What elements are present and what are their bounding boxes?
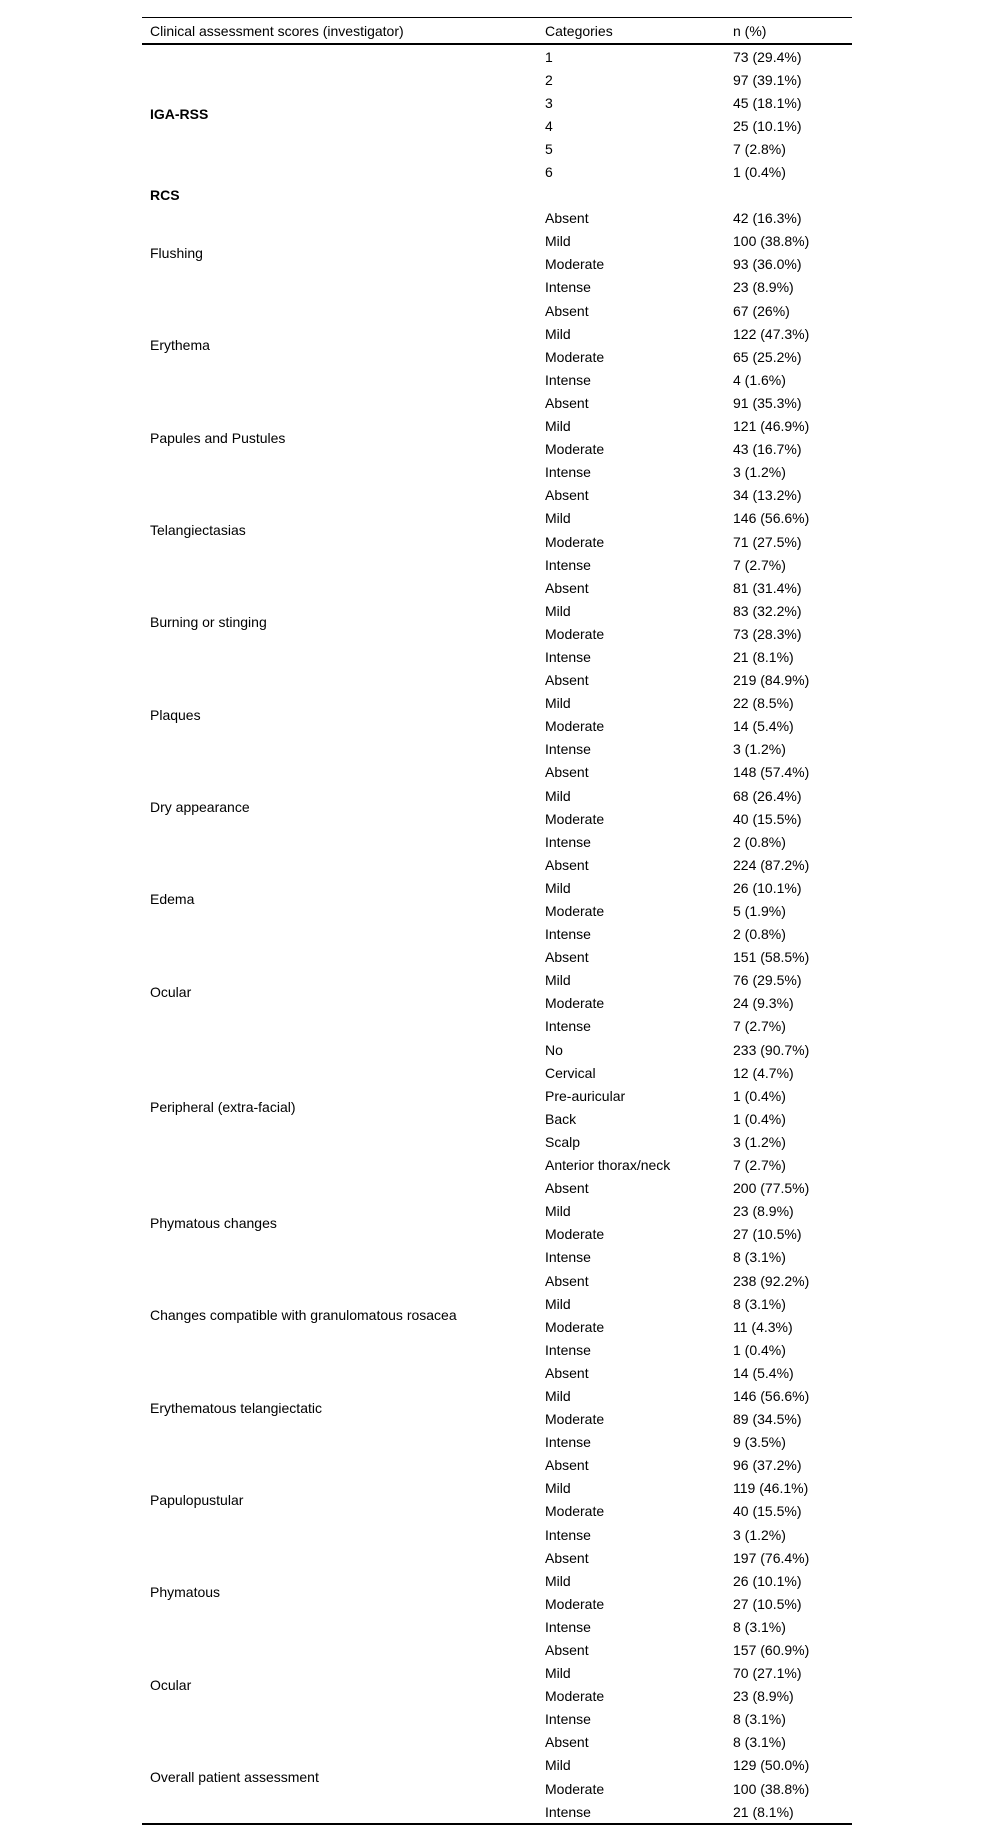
value-cell: 21 (8.1%) (733, 1803, 794, 1820)
table-row (142, 1038, 852, 1061)
value-cell: 119 (46.1%) (733, 1480, 809, 1497)
category-cell: Mild (545, 602, 571, 619)
table-row (142, 1177, 852, 1200)
value-cell: 26 (10.1%) (733, 1572, 802, 1589)
value-cell: 40 (15.5%) (733, 810, 802, 827)
value-cell: 224 (87.2%) (733, 856, 810, 873)
value-cell: 11 (4.3%) (733, 1318, 793, 1335)
value-cell: 23 (8.9%) (733, 1688, 794, 1705)
value-cell: 5 (1.9%) (733, 903, 786, 920)
category-cell: Scalp (545, 1133, 581, 1150)
category-cell: Intense (545, 279, 591, 296)
value-cell: 14 (5.4%) (733, 1364, 794, 1381)
category-cell: Absent (545, 1364, 589, 1381)
page (142, 17, 852, 1825)
value-cell: 7 (2.8%) (733, 140, 786, 157)
category-cell: Mild (545, 1665, 571, 1682)
category-cell: Mild (545, 233, 571, 250)
value-cell: 197 (76.4%) (733, 1549, 810, 1566)
category-cell: Mild (545, 325, 571, 342)
category-cell: 6 (545, 164, 553, 181)
value-cell: 2 (0.8%) (733, 926, 786, 943)
category-cell: Moderate (545, 1688, 605, 1705)
table-row (142, 207, 852, 230)
category-cell: 1 (545, 48, 553, 65)
category-cell: Mild (545, 1757, 571, 1774)
value-cell: 23 (8.9%) (733, 279, 794, 296)
value-cell: 14 (5.4%) (733, 718, 794, 735)
value-cell: 148 (57.4%) (733, 764, 810, 781)
category-cell: Moderate (545, 625, 605, 642)
category-cell: Moderate (545, 810, 605, 827)
feature-label: Phymatous (150, 1584, 221, 1601)
value-cell (733, 184, 852, 207)
value-cell: 3 (1.2%) (733, 464, 786, 481)
category-cell: Absent (545, 1457, 589, 1474)
value-cell: 27 (10.5%) (733, 1595, 802, 1612)
category-cell: Absent (545, 672, 589, 689)
value-cell: 43 (16.7%) (733, 441, 802, 458)
table-row (142, 1731, 852, 1754)
value-cell: 89 (34.5%) (733, 1411, 802, 1428)
category-cell: Moderate (545, 995, 605, 1012)
feature-label: IGA-RSS (150, 106, 209, 123)
value-cell: 76 (29.5%) (733, 972, 802, 989)
value-cell: 1 (0.4%) (733, 164, 786, 181)
clinical-assessment-table (142, 17, 852, 1825)
value-cell: 73 (28.3%) (733, 625, 802, 642)
table-row (142, 184, 852, 207)
table-row (142, 761, 852, 784)
category-cell: Absent (545, 1642, 589, 1659)
feature-label: Edema (150, 891, 195, 908)
value-cell: 71 (27.5%) (733, 533, 802, 550)
value-cell: 7 (2.7%) (733, 1157, 786, 1174)
category-cell: Moderate (545, 903, 605, 920)
category-cell: Intense (545, 1526, 591, 1543)
category-cell: Absent (545, 1549, 589, 1566)
value-cell: 129 (50.0%) (733, 1757, 810, 1774)
value-cell: 7 (2.7%) (733, 1018, 786, 1035)
category-cell: Absent (545, 1734, 589, 1751)
value-cell: 45 (18.1%) (733, 94, 802, 111)
value-cell: 8 (3.1%) (733, 1295, 786, 1312)
category-cell: 5 (545, 140, 553, 157)
table-header (142, 18, 852, 45)
category-cell: Absent (545, 949, 589, 966)
feature-label: Erythema (150, 337, 210, 354)
value-cell: 146 (56.6%) (733, 510, 810, 527)
value-cell: 9 (3.5%) (733, 1434, 786, 1451)
category-cell: Mild (545, 1480, 571, 1497)
value-cell: 146 (56.6%) (733, 1387, 810, 1404)
value-cell: 93 (36.0%) (733, 256, 802, 273)
category-cell: Absent (545, 856, 589, 873)
value-cell: 27 (10.5%) (733, 1226, 802, 1243)
category-cell: 2 (545, 71, 553, 88)
feature-label: Erythematous telangiectatic (150, 1399, 322, 1416)
feature-label: Changes compatible with granulomatous rosacea (150, 1307, 457, 1324)
category-cell: Back (545, 1110, 577, 1127)
feature-label: Dry appearance (150, 799, 250, 816)
table-row (142, 669, 852, 692)
category-cell: Intense (545, 1018, 591, 1035)
category-cell: Intense (545, 1618, 591, 1635)
category-cell: Moderate (545, 1318, 605, 1335)
category-cell: 3 (545, 94, 553, 111)
feature-label: Phymatous changes (150, 1214, 277, 1231)
category-cell: Mild (545, 418, 571, 435)
category-cell: Intense (545, 1341, 591, 1358)
value-cell: 121 (46.9%) (733, 418, 810, 435)
table-row (142, 44, 852, 68)
category-cell: Moderate (545, 533, 605, 550)
value-cell: 23 (8.9%) (733, 1203, 794, 1220)
category-cell: Intense (545, 648, 591, 665)
category-cell: Intense (545, 926, 591, 943)
column-header-scores: Clinical assessment scores (investigator) (142, 18, 545, 45)
value-cell: 81 (31.4%) (733, 579, 802, 596)
value-cell: 65 (25.2%) (733, 348, 802, 365)
table-row (142, 1361, 852, 1384)
category-cell: Moderate (545, 348, 605, 365)
value-cell: 34 (13.2%) (733, 487, 802, 504)
value-cell: 8 (3.1%) (733, 1618, 786, 1635)
value-cell: 40 (15.5%) (733, 1503, 802, 1520)
category-cell: Absent (545, 579, 589, 596)
category-cell: Cervical (545, 1064, 596, 1081)
category-cell: Moderate (545, 1503, 605, 1520)
feature-label: Papules and Pustules (150, 429, 286, 446)
value-cell: 21 (8.1%) (733, 648, 794, 665)
value-cell: 219 (84.9%) (733, 672, 810, 689)
value-cell: 83 (32.2%) (733, 602, 802, 619)
value-cell: 70 (27.1%) (733, 1665, 802, 1682)
category-cell: Absent (545, 302, 589, 319)
table-row (142, 1546, 852, 1569)
category-cell: Pre-auricular (545, 1087, 626, 1104)
category-cell: Intense (545, 1711, 591, 1728)
table-header-row (142, 18, 852, 45)
table-row (142, 299, 852, 322)
category-cell: Intense (545, 464, 591, 481)
value-cell: 100 (38.8%) (733, 233, 810, 250)
category-cell: Mild (545, 1387, 571, 1404)
value-cell: 100 (38.8%) (733, 1780, 810, 1797)
value-cell: 1 (0.4%) (733, 1110, 786, 1127)
value-cell: 200 (77.5%) (733, 1180, 810, 1197)
feature-label: Telangiectasias (150, 521, 246, 538)
feature-label: Ocular (150, 983, 192, 1000)
value-cell: 3 (1.2%) (733, 1526, 786, 1543)
value-cell: 1 (0.4%) (733, 1341, 786, 1358)
category-cell: 4 (545, 117, 553, 134)
table-row (142, 1638, 852, 1661)
value-cell: 8 (3.1%) (733, 1249, 786, 1266)
table-row (142, 1454, 852, 1477)
feature-label: Peripheral (extra-facial) (150, 1099, 296, 1116)
category-cell: Moderate (545, 718, 605, 735)
feature-label: Burning or stinging (150, 614, 267, 631)
category-cell: Absent (545, 764, 589, 781)
category-cell: No (545, 1041, 563, 1058)
category-cell: Intense (545, 741, 591, 758)
category-cell: Moderate (545, 1595, 605, 1612)
feature-label: Flushing (150, 244, 203, 261)
category-cell: Mild (545, 695, 571, 712)
value-cell: 7 (2.7%) (733, 556, 786, 573)
value-cell: 8 (3.1%) (733, 1711, 786, 1728)
value-cell: 233 (90.7%) (733, 1041, 810, 1058)
value-cell: 12 (4.7%) (733, 1064, 794, 1081)
value-cell: 151 (58.5%) (733, 949, 810, 966)
value-cell: 67 (26%) (733, 302, 790, 319)
category-cell: Intense (545, 371, 591, 388)
category-cell: Moderate (545, 256, 605, 273)
category-cell: Mild (545, 1203, 571, 1220)
feature-label: Overall patient assessment (150, 1769, 319, 1786)
category-cell: Moderate (545, 441, 605, 458)
category-cell: Mild (545, 972, 571, 989)
value-cell: 42 (16.3%) (733, 210, 802, 227)
table-row (142, 1269, 852, 1292)
category-cell: Intense (545, 556, 591, 573)
value-cell: 68 (26.4%) (733, 787, 802, 804)
table-row (142, 576, 852, 599)
category-cell: Absent (545, 210, 589, 227)
category-cell: Absent (545, 394, 589, 411)
column-header-n-percent: n (%) (733, 18, 852, 45)
category-cell: Intense (545, 833, 591, 850)
column-header-categories: Categories (545, 18, 733, 45)
value-cell: 22 (8.5%) (733, 695, 794, 712)
value-cell: 2 (0.8%) (733, 833, 786, 850)
value-cell: 96 (37.2%) (733, 1457, 802, 1474)
category-cell: Mild (545, 1572, 571, 1589)
value-cell: 91 (35.3%) (733, 394, 802, 411)
value-cell: 157 (60.9%) (733, 1642, 810, 1659)
value-cell: 25 (10.1%) (733, 117, 802, 134)
value-cell: 238 (92.2%) (733, 1272, 810, 1289)
table-row (142, 391, 852, 414)
category-cell: Mild (545, 510, 571, 527)
table-row (142, 853, 852, 876)
table-row (142, 484, 852, 507)
category-cell: Mild (545, 787, 571, 804)
feature-label: Plaques (150, 706, 201, 723)
category-cell: Mild (545, 1295, 571, 1312)
value-cell: 97 (39.1%) (733, 71, 802, 88)
category-cell: Anterior thorax/neck (545, 1157, 671, 1174)
feature-label: Ocular (150, 1676, 192, 1693)
feature-label: Papulopustular (150, 1491, 244, 1508)
category-cell: Absent (545, 487, 589, 504)
value-cell: 4 (1.6%) (733, 371, 786, 388)
table-body (142, 44, 852, 1824)
value-cell: 8 (3.1%) (733, 1734, 786, 1751)
category-cell: Moderate (545, 1780, 605, 1797)
value-cell: 122 (47.3%) (733, 325, 810, 342)
category-cell: Mild (545, 879, 571, 896)
value-cell: 3 (1.2%) (733, 741, 786, 758)
category-cell: Intense (545, 1249, 591, 1266)
value-cell: 24 (9.3%) (733, 995, 794, 1012)
category-cell (545, 184, 733, 207)
category-cell: Intense (545, 1434, 591, 1451)
category-cell: Moderate (545, 1226, 605, 1243)
category-cell: Moderate (545, 1411, 605, 1428)
value-cell: 1 (0.4%) (733, 1087, 786, 1104)
value-cell: 26 (10.1%) (733, 879, 802, 896)
category-cell: Absent (545, 1180, 589, 1197)
value-cell: 3 (1.2%) (733, 1133, 786, 1150)
table-row (142, 946, 852, 969)
feature-label: RCS (150, 187, 180, 204)
category-cell: Absent (545, 1272, 589, 1289)
value-cell: 73 (29.4%) (733, 48, 802, 65)
category-cell: Intense (545, 1803, 591, 1820)
